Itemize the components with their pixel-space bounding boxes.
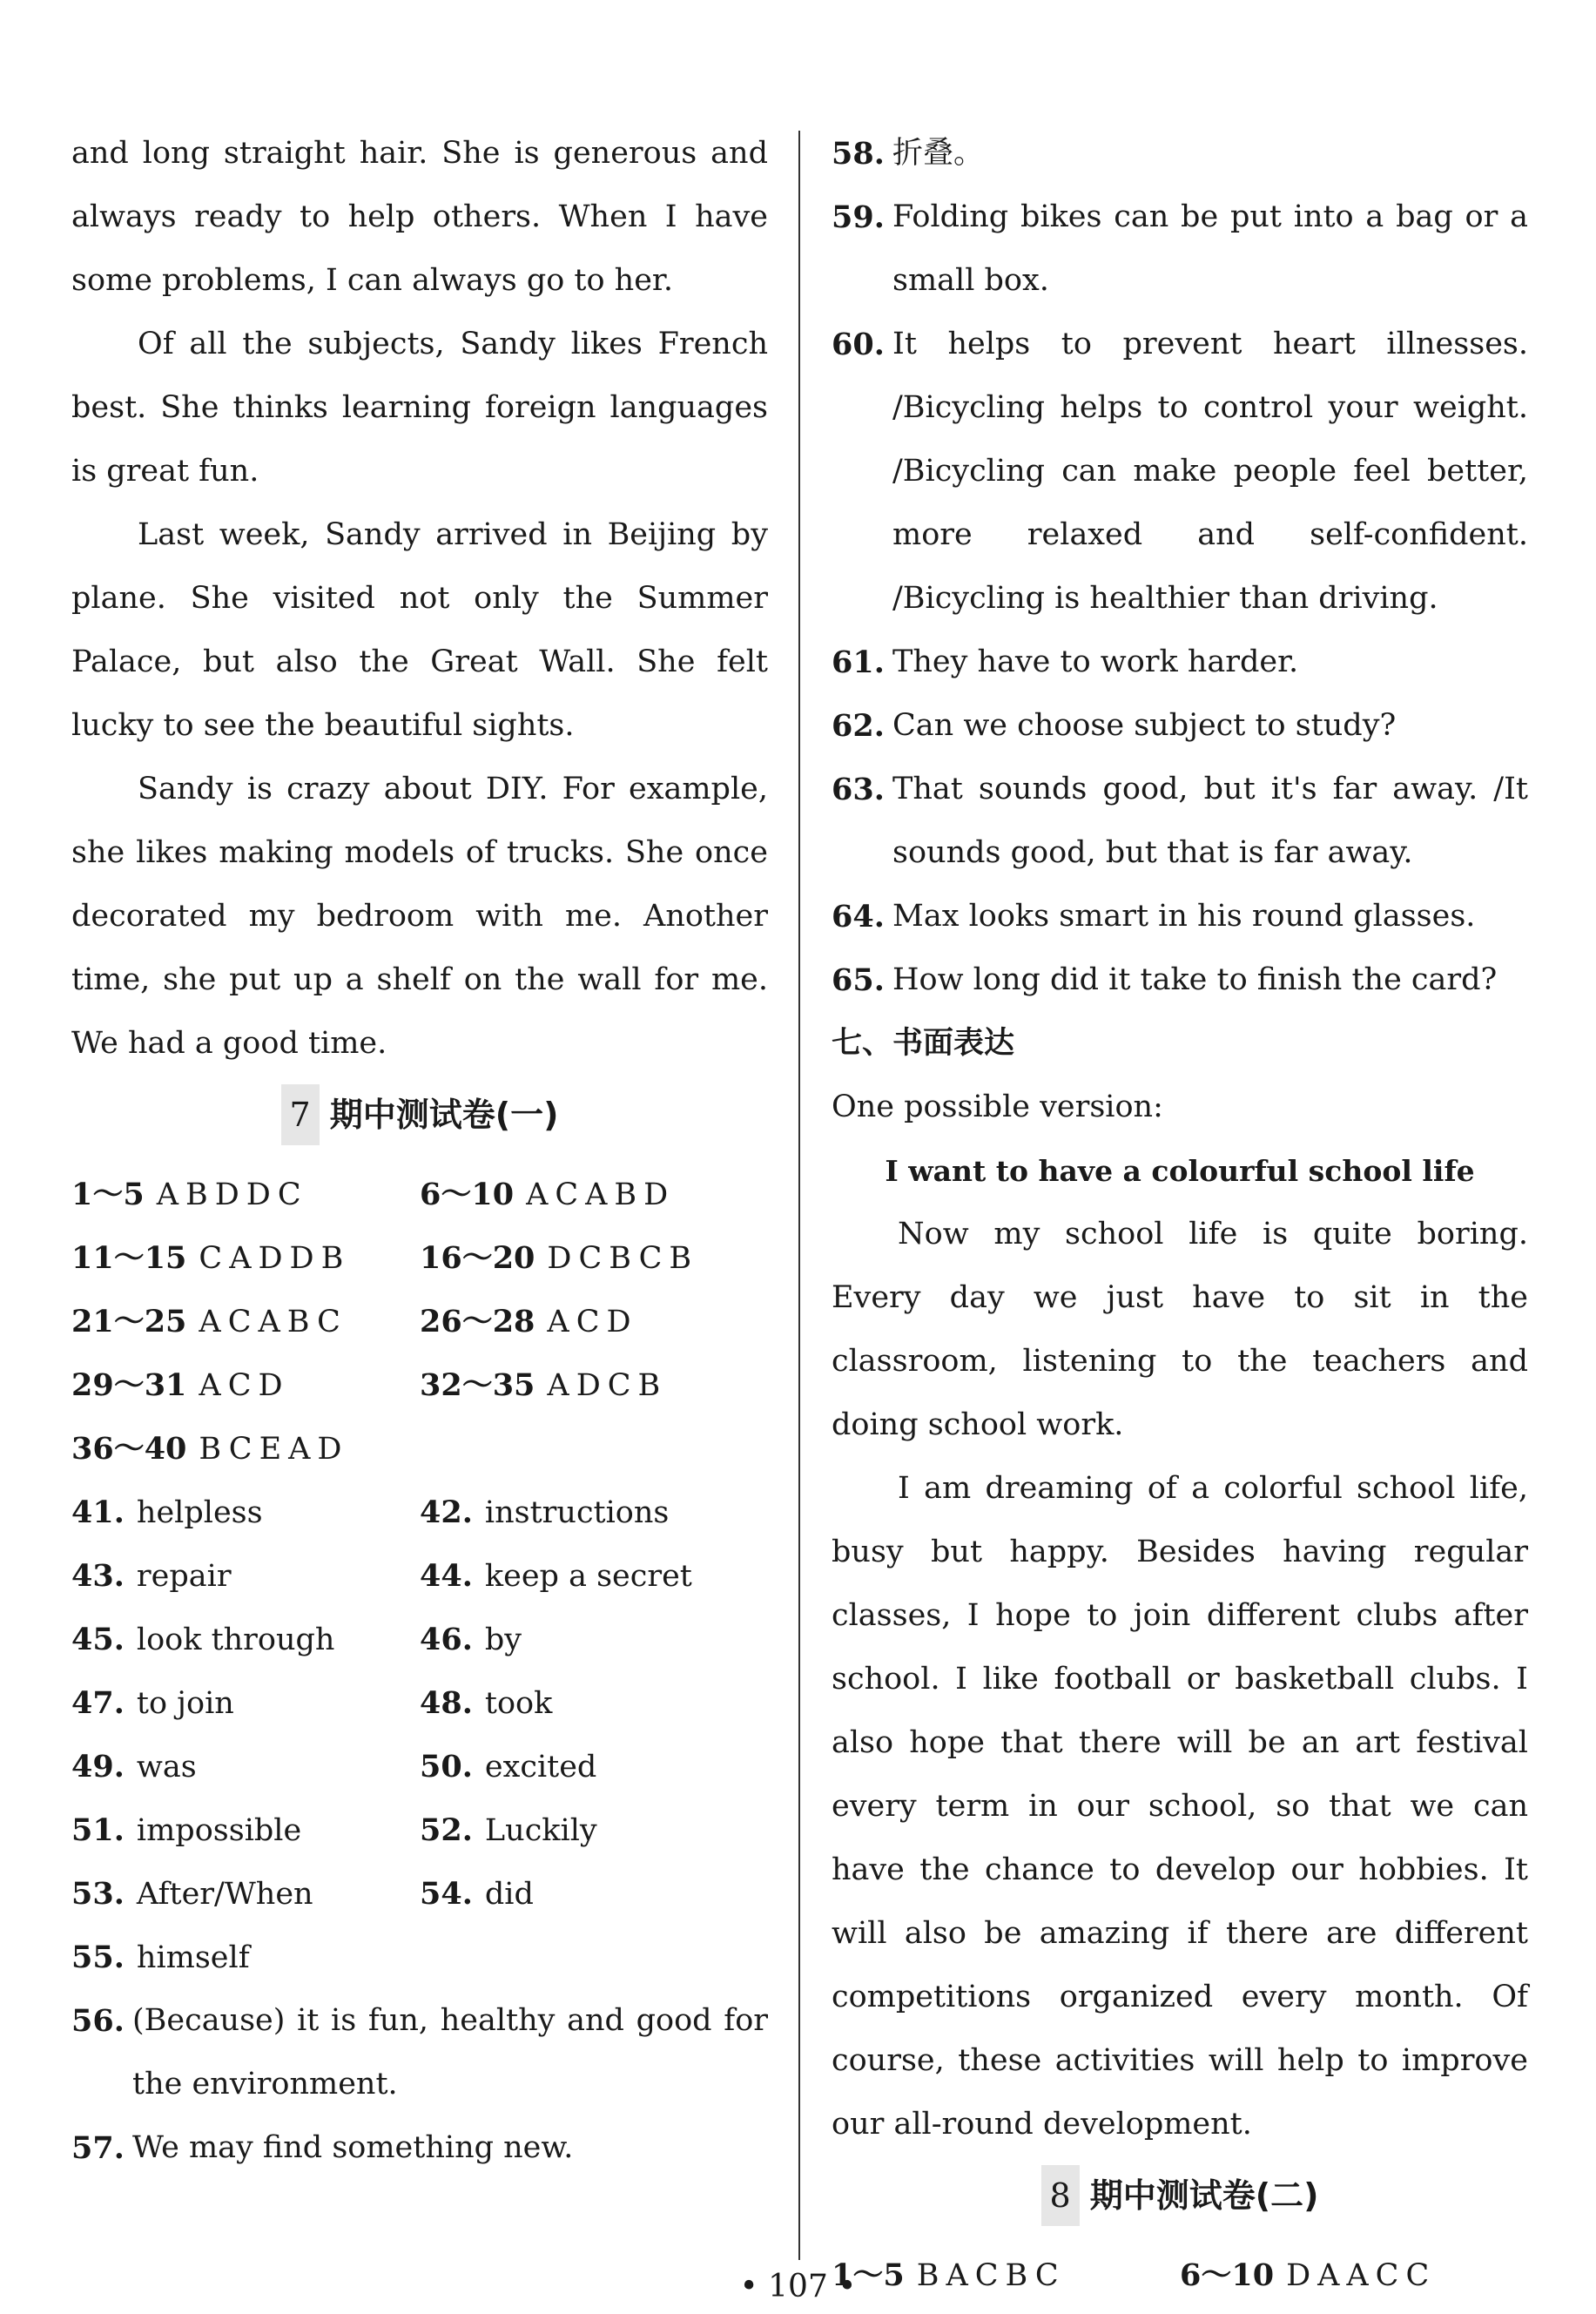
right-column xyxy=(832,122,1528,2307)
question-number: 52. xyxy=(420,1812,473,1848)
version-label: One possible version: xyxy=(832,1090,1163,1124)
answer-options: ACD xyxy=(547,1305,638,1339)
essay-title: I want to have a colourful school life xyxy=(885,1154,1475,1188)
section-number: 7 xyxy=(281,1084,320,1145)
question-number: 64. xyxy=(832,899,885,934)
answer-text: After/When xyxy=(136,1877,313,1912)
answer-text: Can we choose subject to study? xyxy=(892,708,1397,743)
answer-options: ACD xyxy=(199,1368,290,1403)
question-number: 51. xyxy=(71,1812,125,1848)
answer-text: (Because) it is fun, healthy and good for the environment. xyxy=(132,2003,768,2101)
answer-options: CADDB xyxy=(199,1241,351,1276)
choice-answer-row xyxy=(71,1163,420,1226)
sentence-answer xyxy=(832,122,1528,186)
sentence-answer xyxy=(832,631,1528,694)
answer-range: 21～25 xyxy=(71,1304,187,1339)
page-number: • 107 • xyxy=(739,2269,857,2304)
choice-answer-row xyxy=(420,1163,768,1226)
answer-text: was xyxy=(136,1750,197,1784)
left-column xyxy=(71,122,768,2180)
word-answer xyxy=(71,1608,420,1671)
column-divider xyxy=(798,131,800,2260)
question-number: 41. xyxy=(71,1494,125,1530)
word-answer xyxy=(420,1862,768,1926)
word-answer xyxy=(420,1481,768,1544)
section-7-title xyxy=(71,1084,768,1145)
choice-answer-row xyxy=(71,1226,420,1290)
question-number: 49. xyxy=(71,1749,125,1784)
question-number: 45. xyxy=(71,1622,125,1657)
section-title-text: 期中测试卷(一) xyxy=(329,1096,559,1134)
word-answer xyxy=(420,1735,768,1798)
choice-answer-row xyxy=(71,1290,420,1353)
question-number: 65. xyxy=(832,962,885,998)
question-number: 47. xyxy=(71,1685,125,1721)
essay-paragraph: Now my school life is quite boring. Every day we just have to sit in the classroom, listening to the teachers and doing school work. xyxy=(832,1217,1528,1442)
answer-text: did xyxy=(484,1877,534,1912)
answer-options: ADCB xyxy=(547,1368,668,1403)
question-number: 48. xyxy=(420,1685,473,1721)
section-title-text: 期中测试卷(二) xyxy=(1089,2176,1319,2215)
question-number: 44. xyxy=(420,1558,473,1594)
answer-range: 11～15 xyxy=(71,1240,187,1276)
question-number: 56. xyxy=(71,2003,125,2039)
question-number: 55. xyxy=(71,1940,125,1975)
answer-text: keep a secret xyxy=(484,1559,692,1594)
answer-text: repair xyxy=(136,1559,232,1594)
answer-text: It helps to prevent heart illnesses. /Bicycling helps to control your weight. /Bicycling can make people feel better, more relaxed and self-confident. /Bicycling is healthier than driving. xyxy=(892,327,1528,616)
choice-answer-row xyxy=(420,1226,768,1290)
question-number: 61. xyxy=(832,644,885,680)
intro-paragraph: Of all the subjects, Sandy likes French best. She thinks learning foreign languages is great fun. xyxy=(71,327,768,489)
answer-options: DCBCB xyxy=(547,1241,699,1276)
intro-paragraph: Sandy is crazy about DIY. For example, she likes making models of trucks. She once decorated my bedroom with me. Another time, she put up a shelf on the wall for me. We had a good time. xyxy=(71,772,768,1061)
question-number: 43. xyxy=(71,1558,125,1594)
word-answer xyxy=(71,1926,420,1989)
writing-heading: 七、书面表达 xyxy=(832,1026,1015,1061)
question-number: 63. xyxy=(832,772,885,807)
word-answer xyxy=(71,1671,420,1735)
choice-answers xyxy=(71,1163,768,1989)
question-number: 42. xyxy=(420,1494,473,1530)
question-number: 57. xyxy=(71,2130,125,2166)
choice-answer-row xyxy=(420,1353,768,1417)
answer-text: That sounds good, but it's far away. /It sounds good, but that is far away. xyxy=(892,772,1528,870)
word-answer xyxy=(71,1735,420,1798)
answer-options: ACABC xyxy=(199,1305,347,1339)
section-number: 8 xyxy=(1041,2165,1080,2226)
essay-paragraph: I am dreaming of a colorful school life, busy but happy. Besides having regular classes, I hope to join different clubs after school. I like football or basketball clubs. I also hope that there will be an art festival every term in our school, so that we can have the chance to develop our hobbies. It will also be amazing if there are different competitions organized every month. Of course, these activities will help to improve our all-round development. xyxy=(832,1471,1528,2142)
answer-text: himself xyxy=(136,1940,250,1975)
answer-range: 32～35 xyxy=(420,1367,535,1403)
question-number: 58. xyxy=(832,136,885,172)
answer-range: 36～40 xyxy=(71,1431,187,1467)
question-number: 53. xyxy=(71,1876,125,1912)
word-answer xyxy=(71,1544,420,1608)
answer-range: 16～20 xyxy=(420,1240,535,1276)
answer-text: helpless xyxy=(136,1495,263,1530)
word-answer xyxy=(420,1544,768,1608)
question-number: 46. xyxy=(420,1622,473,1657)
answer-text: excited xyxy=(484,1750,597,1784)
answer-range: 26～28 xyxy=(420,1304,535,1339)
section-8-title xyxy=(832,2165,1528,2226)
answer-text: How long did it take to finish the card? xyxy=(892,962,1498,997)
word-answer xyxy=(71,1798,420,1862)
answer-range: 1～5 xyxy=(71,1177,145,1212)
answer-options: ABDDC xyxy=(156,1177,308,1212)
word-answer xyxy=(420,1608,768,1671)
answer-text: to join xyxy=(136,1686,234,1721)
answer-range: 29～31 xyxy=(71,1367,187,1403)
answer-text: look through xyxy=(136,1622,335,1657)
question-number: 60. xyxy=(832,327,885,362)
answer-text: Folding bikes can be put into a bag or a small box. xyxy=(892,199,1528,298)
answer-options: ACABD xyxy=(526,1177,676,1212)
answer-text: Max looks smart in his round glasses. xyxy=(892,899,1476,934)
answer-text: instructions xyxy=(484,1495,670,1530)
choice-answer-row xyxy=(71,1417,420,1481)
sentence-answer xyxy=(832,313,1528,631)
word-answer xyxy=(71,1862,420,1926)
answer-options: BACBC xyxy=(916,2258,1066,2293)
intro-paragraph: and long straight hair. She is generous and always ready to help others. When I have some problems, I can always go to her. xyxy=(71,136,768,298)
answer-options: DAACC xyxy=(1286,2258,1437,2293)
answer-text: We may find something new. xyxy=(132,2130,574,2165)
empty-cell xyxy=(420,1417,768,1481)
choice-answer-row xyxy=(420,1290,768,1353)
sentence-answer xyxy=(71,1989,768,2116)
answer-text: took xyxy=(484,1686,553,1721)
intro-paragraph: Last week, Sandy arrived in Beijing by plane. She visited not only the Summer Palace, but also the Great Wall. She felt lucky to see the beautiful sights. xyxy=(71,517,768,743)
answer-range: 6～10 xyxy=(1180,2257,1275,2293)
word-answer xyxy=(71,1481,420,1544)
answer-options: BCEAD xyxy=(199,1432,349,1467)
sentence-answer xyxy=(832,186,1528,313)
question-number: 59. xyxy=(832,199,885,235)
word-answer xyxy=(420,1798,768,1862)
sentence-answer xyxy=(832,758,1528,885)
sentence-answer xyxy=(832,948,1528,1012)
answer-text: 折叠。 xyxy=(892,136,985,171)
answer-text: Luckily xyxy=(484,1813,597,1848)
choice-answer-row xyxy=(71,1353,420,1417)
question-number: 54. xyxy=(420,1876,473,1912)
answer-text: by xyxy=(484,1622,522,1657)
answer-text: They have to work harder. xyxy=(892,644,1299,679)
answer-range: 6～10 xyxy=(420,1177,515,1212)
answer-range: 1～5 xyxy=(832,2257,905,2293)
sentence-answer xyxy=(71,2116,768,2180)
answer-text: impossible xyxy=(136,1813,302,1848)
question-number: 62. xyxy=(832,708,885,744)
sentence-answer xyxy=(832,694,1528,758)
question-number: 50. xyxy=(420,1749,473,1784)
sentence-answer xyxy=(832,885,1528,948)
word-answer xyxy=(420,1671,768,1735)
